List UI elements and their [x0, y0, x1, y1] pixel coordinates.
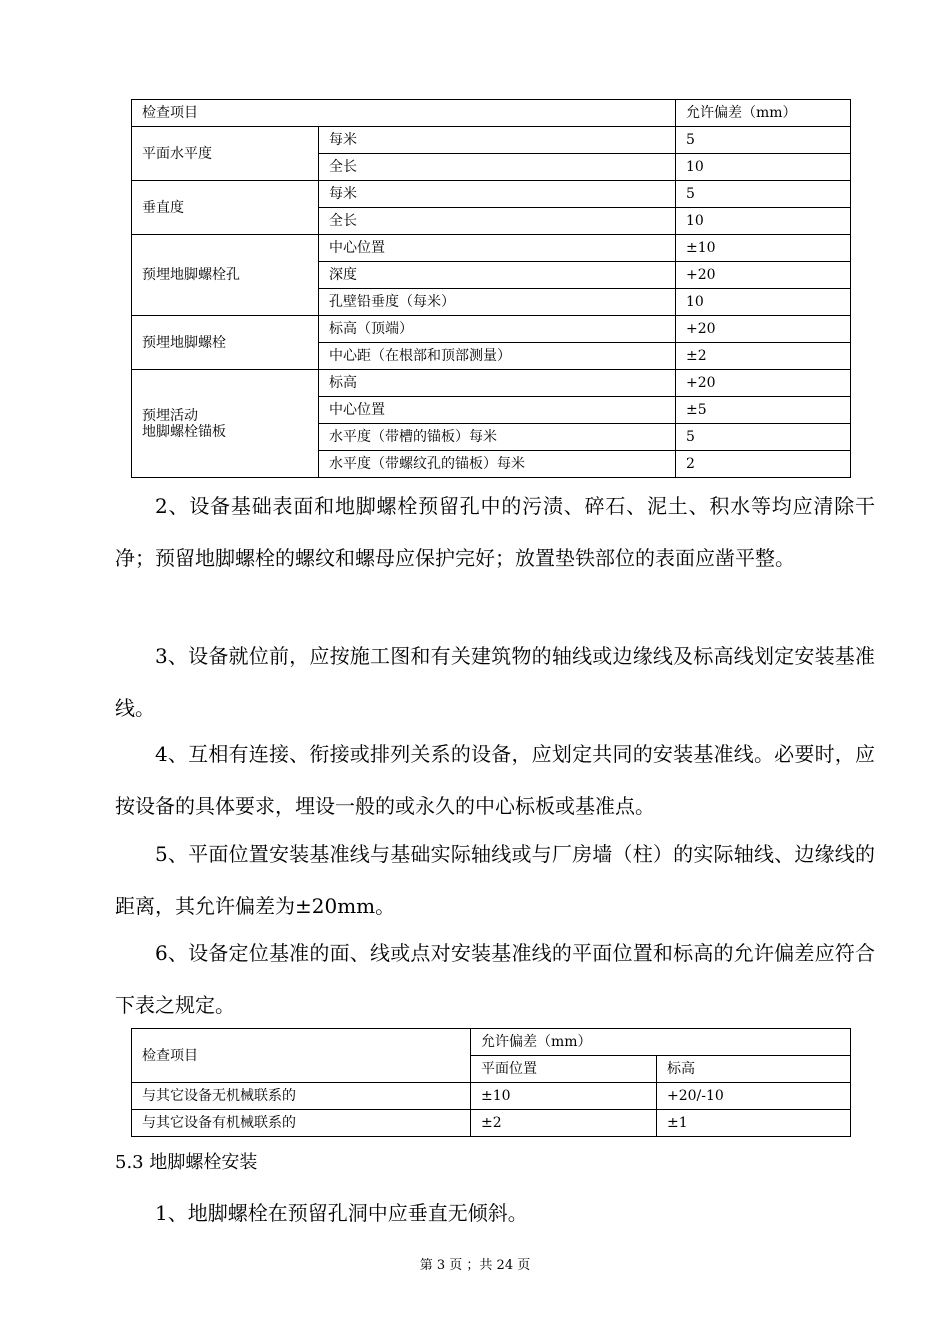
table-row — [132, 127, 851, 154]
table-row — [132, 235, 851, 262]
sub-item-cell: 每米 — [319, 181, 676, 208]
table-header-row — [132, 100, 851, 127]
sub-item-cell: 全长 — [319, 154, 676, 181]
value-cell: 10 — [676, 289, 851, 316]
group-label-line: 地脚螺栓锚板 — [142, 423, 226, 440]
sub-item-cell: 标高（顶端） — [319, 316, 676, 343]
item-cell: 与其它设备有机械联系的 — [132, 1110, 471, 1137]
paragraph: 6、设备定位基准的面、线或点对安装基准线的平面位置和标高的允许偏差应符合下表之规定。 — [115, 941, 875, 1017]
header-cell-elevation: 标高 — [657, 1056, 851, 1083]
value-cell: +20 — [676, 316, 851, 343]
sub-item-cell: 全长 — [319, 208, 676, 235]
table-row — [132, 316, 851, 343]
value-cell: +20 — [676, 262, 851, 289]
header-cell-item: 检查项目 — [132, 1029, 471, 1083]
value-cell: ±5 — [676, 397, 851, 424]
sub-item-cell: 每米 — [319, 127, 676, 154]
paragraph: 2、设备基础表面和地脚螺栓预留孔中的污渍、碎石、泥土、积水等均应清除干净；预留地脚螺栓的螺纹和螺母应保护完好；放置垫铁部位的表面应凿平整。 — [115, 494, 875, 570]
value-cell: +20 — [676, 370, 851, 397]
sub-item-cell: 中心位置 — [319, 235, 676, 262]
item-cell: 与其它设备无机械联系的 — [132, 1083, 471, 1110]
sub-item-cell: 水平度（带螺纹孔的锚板）每米 — [319, 451, 676, 478]
paragraph: 3、设备就位前，应按施工图和有关建筑物的轴线或边缘线及标高线划定安装基准线。 — [115, 644, 875, 720]
header-cell-plane: 平面位置 — [471, 1056, 657, 1083]
sub-item-cell: 标高 — [319, 370, 676, 397]
table-row — [132, 1110, 851, 1137]
tolerance-table-foundation — [131, 99, 851, 478]
sub-item-cell: 中心位置 — [319, 397, 676, 424]
value-cell: 10 — [676, 208, 851, 235]
plane-cell: ±2 — [471, 1110, 657, 1137]
value-cell: 5 — [676, 424, 851, 451]
table-row — [132, 370, 851, 397]
sub-item-cell: 水平度（带槽的锚板）每米 — [319, 424, 676, 451]
value-cell: ±10 — [676, 235, 851, 262]
plane-cell: ±10 — [471, 1083, 657, 1110]
header-cell-tolerance: 允许偏差（mm） — [471, 1029, 851, 1056]
sub-item-cell: 深度 — [319, 262, 676, 289]
section-heading: 5.3 地脚螺栓安装 — [115, 1152, 258, 1173]
group-label: 平面水平度 — [132, 127, 319, 181]
tolerance-table-positioning — [131, 1028, 851, 1137]
elevation-cell: ±1 — [657, 1110, 851, 1137]
header-cell-tolerance: 允许偏差（mm） — [676, 100, 851, 127]
group-label — [132, 370, 319, 478]
table-row — [132, 1083, 851, 1110]
value-cell: 10 — [676, 154, 851, 181]
header-cell-item: 检查项目 — [132, 100, 676, 127]
paragraph: 1、地脚螺栓在预留孔洞中应垂直无倾斜。 — [155, 1201, 528, 1225]
value-cell: 5 — [676, 127, 851, 154]
sub-item-cell: 孔壁铅垂度（每米） — [319, 289, 676, 316]
group-label: 垂直度 — [132, 181, 319, 235]
group-label: 预埋地脚螺栓孔 — [132, 235, 319, 316]
table-row — [132, 181, 851, 208]
paragraph: 5、平面位置安装基准线与基础实际轴线或与厂房墙（柱）的实际轴线、边缘线的距离，其允许偏差为±20mm。 — [115, 842, 875, 918]
group-label-line: 预埋活动 — [142, 407, 198, 424]
page-footer: 第 3 页 ；共 24 页 — [419, 1258, 531, 1273]
group-label: 预埋地脚螺栓 — [132, 316, 319, 370]
sub-item-cell: 中心距（在根部和顶部测量） — [319, 343, 676, 370]
elevation-cell: +20/-10 — [657, 1083, 851, 1110]
value-cell: 5 — [676, 181, 851, 208]
paragraph: 4、互相有连接、衔接或排列关系的设备，应划定共同的安装基准线。必要时，应按设备的具体要求，埋设一般的或永久的中心标板或基准点。 — [115, 742, 875, 818]
value-cell: ±2 — [676, 343, 851, 370]
table-header-row — [132, 1029, 851, 1056]
value-cell: 2 — [676, 451, 851, 478]
